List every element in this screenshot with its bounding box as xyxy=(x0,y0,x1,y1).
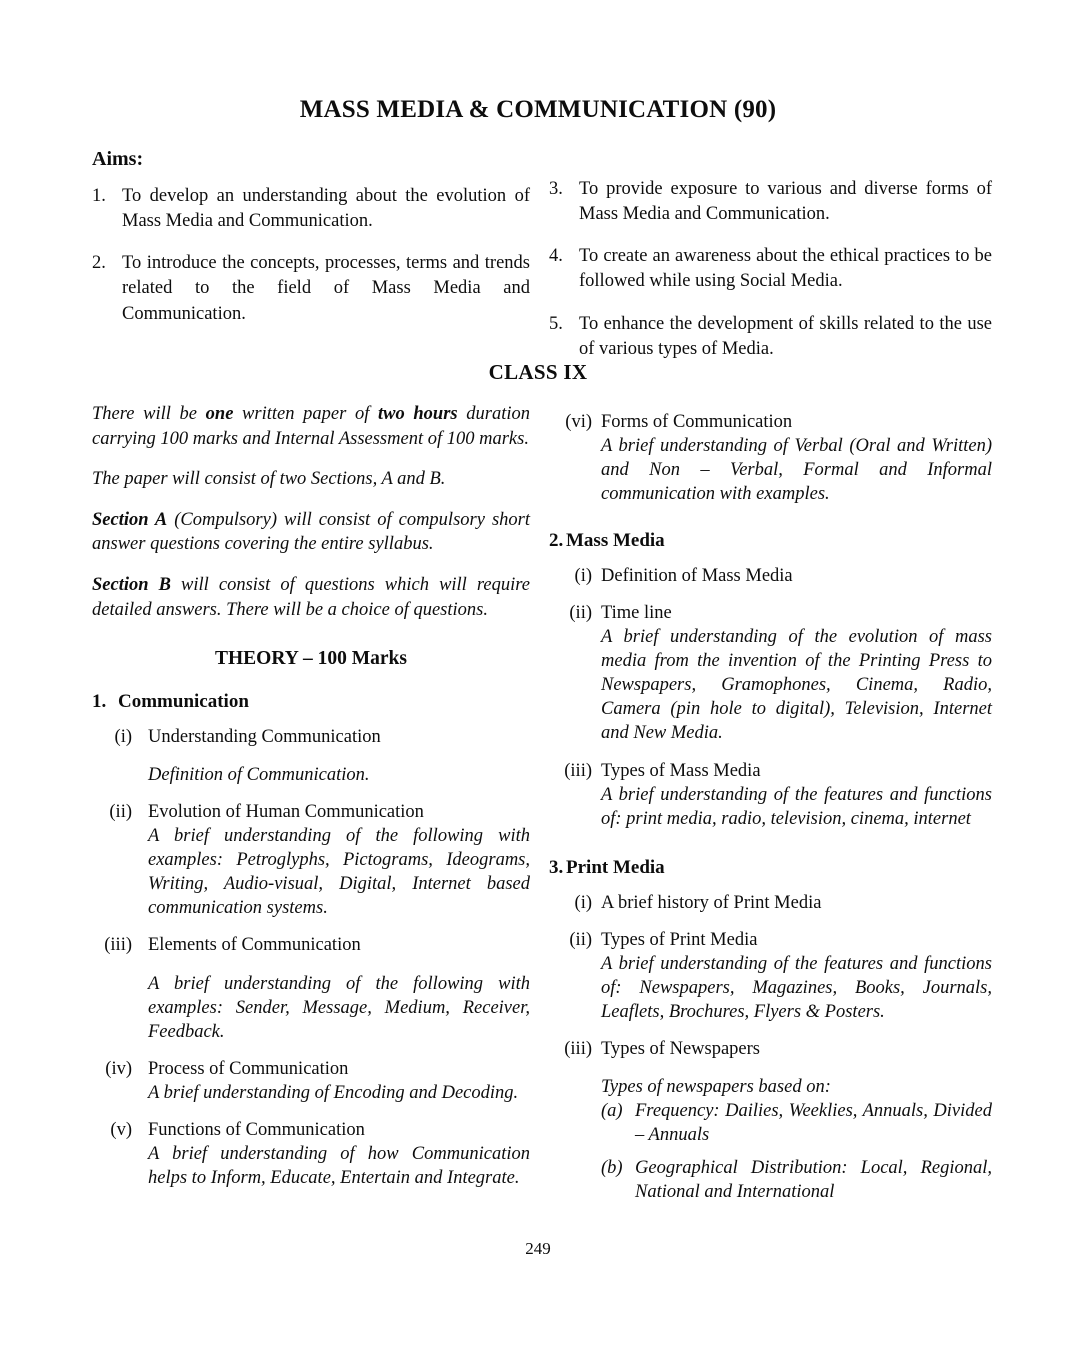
exam-structure-paragraph-1 xyxy=(92,402,530,451)
list-item xyxy=(601,1099,992,1147)
sub-item-title: Elements of Communication xyxy=(148,935,361,956)
sub-item-title: Process of Communication xyxy=(148,1058,349,1079)
newspaper-types-list xyxy=(601,1099,992,1204)
list-item xyxy=(92,184,530,234)
sub-item-number: (ii) xyxy=(109,802,132,823)
aims-heading: Aims: xyxy=(92,148,144,170)
list-item xyxy=(92,1118,530,1190)
aim-number: 2. xyxy=(92,253,106,274)
list-item xyxy=(549,928,992,1024)
sub-item-title: A brief history of Print Media xyxy=(601,892,822,913)
sub-item-number: (ii) xyxy=(569,603,592,624)
sub-item-body xyxy=(148,725,530,787)
theory-heading: THEORY – 100 Marks xyxy=(215,648,407,670)
aim-text: To provide exposure to various and diverse forms of Mass Media and Communication. xyxy=(579,179,992,225)
intro-text-segment: written paper of xyxy=(233,404,378,424)
sub-item-body xyxy=(601,601,992,745)
left-column xyxy=(92,402,530,1203)
sub-item-title: Types of Print Media xyxy=(601,929,758,950)
abc-marker: (a) xyxy=(601,1100,623,1121)
abc-text: Geographical Distribution: Local, Regional, National and International xyxy=(635,1158,992,1203)
section-a-label: Section A xyxy=(92,509,168,530)
list-item xyxy=(549,891,992,915)
right-column xyxy=(549,410,992,1226)
sub-item-body xyxy=(148,933,530,1043)
aims-list-left xyxy=(92,184,530,344)
list-item xyxy=(92,251,530,326)
aim-text: To develop an understanding about the evolution of Mass Media and Communication. xyxy=(122,186,530,232)
sub-item-title: Understanding Communication xyxy=(148,727,381,748)
sub-item-body xyxy=(601,928,992,1024)
sub-item-body xyxy=(601,1037,992,1213)
abc-marker: (b) xyxy=(601,1158,623,1179)
sub-item-body xyxy=(601,410,992,506)
list-item xyxy=(92,1057,530,1105)
sub-item-number: (iv) xyxy=(105,1058,132,1079)
topic-heading-mass-media xyxy=(549,530,992,552)
section-b-text: will consist of questions which will require detailed answers. There will be a choice of questions. xyxy=(92,574,530,620)
exam-structure-paragraph-3 xyxy=(92,508,530,557)
topic-number: 3. xyxy=(549,856,564,878)
sub-item-title: Functions of Communication xyxy=(148,1119,365,1140)
sub-item-number: (i) xyxy=(574,566,592,587)
sub-item-number: (iii) xyxy=(564,1038,592,1059)
page-title: MASS MEDIA & COMMUNICATION (90) xyxy=(299,96,777,123)
aims-list-right xyxy=(549,177,992,379)
list-item xyxy=(92,933,530,1043)
list-item xyxy=(549,177,992,227)
sub-item-number: (v) xyxy=(110,1119,132,1140)
sub-item-description: A brief understanding of the features and functions of: Newspapers, Magazines, Books, Journals, Leaflets, Brochures, Flyers & Posters. xyxy=(601,953,992,1022)
sub-item-description: A brief understanding of the features and functions of: print media, radio, television, cinema, internet xyxy=(601,784,992,829)
aim-text: To create an awareness about the ethical practices to be followed while using Social Media. xyxy=(579,246,992,292)
topic-title: Print Media xyxy=(566,856,665,878)
sub-item-body xyxy=(148,800,530,920)
topic-number: 1. xyxy=(92,691,107,713)
list-item xyxy=(549,564,992,588)
sub-item-title: Evolution of Human Communication xyxy=(148,802,424,823)
sub-item-body xyxy=(601,759,992,831)
class-heading: CLASS IX xyxy=(488,360,588,384)
list-item xyxy=(549,312,992,362)
sub-item-description: A brief understanding of Encoding and Decoding. xyxy=(148,1082,519,1103)
sub-item-title: Types of Mass Media xyxy=(601,760,761,781)
exam-structure-paragraph-4 xyxy=(92,573,530,622)
sub-item-number: (iii) xyxy=(564,760,592,781)
list-item xyxy=(549,1037,992,1213)
sub-item-title: Forms of Communication xyxy=(601,412,793,432)
page-number: 249 xyxy=(525,1239,551,1258)
sub-item-body xyxy=(148,1118,530,1190)
aim-number: 3. xyxy=(549,179,563,199)
topic-heading-print-media xyxy=(549,857,992,879)
list-item xyxy=(549,601,992,745)
topic-number: 2. xyxy=(549,530,564,552)
sub-item-body xyxy=(601,891,992,915)
list-item xyxy=(92,800,530,920)
sub-item-description: A brief understanding of Verbal (Oral and Written) and Non – Verbal, Formal and Informal communication with examples. xyxy=(601,436,992,505)
sub-item-description: A brief understanding of how Communication helps to Inform, Educate, Entertain and Integrate. xyxy=(148,1143,530,1188)
sub-item-description: A brief understanding of the evolution of mass media from the invention of the Printing Press to Newspapers, Gramophones, Cinema, Radio, Camera (pin hole to digital), Television, Internet and New Media. xyxy=(601,627,992,744)
exam-structure-paragraph-2: The paper will consist of two Sections, A and B. xyxy=(92,469,446,490)
aim-number: 1. xyxy=(92,186,106,206)
sub-item-body xyxy=(601,564,992,588)
sub-item-description: Definition of Communication. xyxy=(148,765,370,786)
abc-text: Frequency: Dailies, Weeklies, Annuals, Divided – Annuals xyxy=(635,1100,992,1146)
sub-item-description: A brief understanding of the following with examples: Petroglyphs, Pictograms, Ideograms, Writing, Audio-visual, Digital, Internet based communication systems. xyxy=(148,826,530,919)
sub-item-body xyxy=(148,1057,530,1105)
sub-item-title: Definition of Mass Media xyxy=(601,566,793,587)
list-item xyxy=(601,1156,992,1204)
intro-text-segment: There will be xyxy=(92,404,206,424)
topic-heading-communication xyxy=(92,691,530,713)
aim-number: 4. xyxy=(549,246,563,267)
aim-number: 5. xyxy=(549,313,563,334)
section-a-text: (Compulsory) will consist of compulsory short answer questions covering the entire syllabus. xyxy=(92,509,530,555)
intro-text-segment: duration carrying 100 marks and Internal Assessment of 100 marks. xyxy=(92,404,530,449)
sub-item-number: (ii) xyxy=(569,929,592,950)
list-item xyxy=(92,725,530,787)
sub-item-description: Types of newspapers based on: xyxy=(601,1076,831,1097)
topic-title: Communication xyxy=(118,691,249,713)
topic-title: Mass Media xyxy=(566,530,665,552)
sub-item-title: Types of Newspapers xyxy=(601,1038,760,1059)
sub-item-number: (iii) xyxy=(104,935,132,956)
sub-item-title: Time line xyxy=(601,603,672,624)
aim-text: To enhance the development of skills related to the use of various types of Media. xyxy=(579,313,992,359)
aim-text: To introduce the concepts, processes, terms and trends related to the field of Mass Media and Communication. xyxy=(122,253,530,324)
intro-emphasis-one: one xyxy=(205,404,234,424)
list-item xyxy=(549,244,992,294)
sub-item-number: (vi) xyxy=(565,412,592,432)
list-item xyxy=(549,759,992,831)
sub-item-description: A brief understanding of the following with examples: Sender, Message, Medium, Receiver, Feedback. xyxy=(148,973,530,1042)
intro-emphasis-two-hours: two hours xyxy=(377,404,458,424)
list-item xyxy=(549,410,992,506)
section-b-label: Section B xyxy=(92,574,171,595)
sub-item-number: (i) xyxy=(114,727,132,748)
sub-item-number: (i) xyxy=(574,892,592,913)
